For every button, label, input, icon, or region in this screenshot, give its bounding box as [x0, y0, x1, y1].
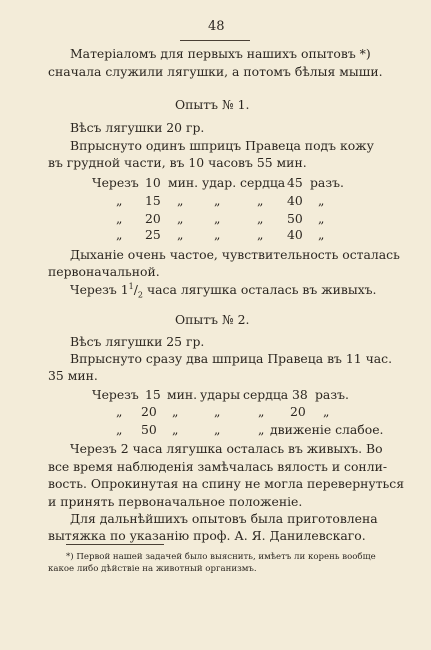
exp2-cell: мин.	[167, 387, 198, 402]
exp2-cell: „	[116, 404, 123, 419]
exp1-breathing-line-1: Дыханіе очень частое, чувствительность осталась	[70, 247, 400, 262]
exp1-injection-line-2: въ грудной части, въ 10 часовъ 55 мин.	[48, 155, 307, 170]
exp1-cell: „	[214, 211, 221, 226]
exp2-cell: „	[323, 404, 330, 419]
exp2-injection-line-2: 35 мин.	[48, 368, 98, 383]
exp1-cell: „	[257, 193, 264, 208]
exp2-title: Опытъ № 2.	[175, 312, 250, 327]
exp2-cell: „	[172, 404, 179, 419]
footnote-line-2: какое либо дѣйствіе на животный организмъ.	[48, 564, 257, 574]
exp1-cell: „	[177, 211, 184, 226]
exp1-title: Опытъ № 1.	[175, 97, 250, 112]
exp1-cell: 15	[145, 193, 161, 208]
exp1-cell: „	[116, 193, 123, 208]
fraction-numerator: 1	[128, 282, 134, 291]
exp2-cell: „	[258, 422, 265, 437]
exp2-cell: „	[258, 404, 265, 419]
exp1-cell: „	[116, 211, 123, 226]
exp1-cell: „	[177, 227, 184, 242]
exp1-cell: удар.	[202, 175, 237, 190]
exp1-survival-fraction: $^1/_2$	[128, 282, 144, 300]
exp1-breathing-line-2: первоначальной.	[48, 264, 160, 279]
exp1-cell: „	[214, 227, 221, 242]
exp1-cell: 40	[287, 227, 303, 242]
exp1-cell: „	[318, 227, 325, 242]
exp1-cell: „	[318, 211, 325, 226]
exp1-cell: Черезъ	[92, 175, 139, 190]
exp2-paragraph-line-4: и принять первоначальное положеніе.	[48, 494, 303, 509]
exp2-cell: разъ.	[315, 387, 349, 402]
exp2-cell: 50	[141, 422, 157, 437]
exp2-injection-line-1: Впрыснуто сразу два шприца Правеца въ 11 час.	[70, 351, 393, 366]
exp1-cell: „	[116, 227, 123, 242]
exp1-cell: 20	[145, 211, 161, 226]
exp2-cell: „	[214, 422, 221, 437]
exp2-weight: Вѣсъ лягушки 25 гр.	[70, 334, 205, 349]
page-number: 48	[208, 19, 225, 34]
exp1-cell: „	[177, 193, 184, 208]
exp2-cell: „	[172, 422, 179, 437]
exp2-cell: „	[214, 404, 221, 419]
exp1-cell: 10	[145, 175, 161, 190]
exp2-cell: удары	[200, 387, 241, 402]
exp2-paragraph-line-1: Черезъ 2 часа лягушка осталась въ живыхъ. Во	[70, 441, 383, 456]
exp1-cell: 25	[145, 227, 161, 242]
exp2-cell: Черезъ	[92, 387, 139, 402]
exp2-paragraph-line-6: вытяжка по указанію проф. А. Я. Данилевскаго.	[48, 528, 366, 543]
header-rule	[180, 40, 250, 41]
exp1-cell: „	[257, 211, 264, 226]
exp2-cell: 15	[145, 387, 161, 402]
exp1-cell: 40	[287, 193, 303, 208]
exp1-cell: „	[257, 227, 264, 242]
exp2-paragraph-line-2: все время наблюденія замѣчалась вялость и сонли-	[48, 459, 388, 474]
exp1-cell: 50	[287, 211, 303, 226]
fraction-denominator: 2	[137, 290, 144, 300]
exp1-survival-suffix: часа лягушка осталась въ живыхъ.	[146, 282, 377, 298]
exp1-injection-line-1: Впрыснуто одинъ шприцъ Правеца подъ кожу	[70, 138, 374, 153]
footnote-line-1: *) Первой нашей задачей было выяснить, имѣетъ ли корень вообще	[66, 552, 376, 562]
exp1-cell: сердца	[240, 175, 286, 190]
exp1-cell: разъ.	[310, 175, 344, 190]
intro-line-2: сначала служили лягушки, а потомъ бѣлыя мыши.	[48, 64, 383, 79]
exp2-paragraph-line-5: Для дальнѣйшихъ опытовъ была приготовлена	[70, 511, 378, 526]
exp1-cell: „	[318, 193, 325, 208]
exp2-cell: движеніе слабое.	[270, 422, 384, 437]
exp1-survival-prefix: Черезъ 1	[70, 282, 129, 298]
exp1-weight: Вѣсъ лягушки 20 гр.	[70, 120, 205, 135]
exp1-cell: 45	[287, 175, 303, 190]
exp2-paragraph-line-3: вость. Опрокинутая на спину не могла перевернуться	[48, 476, 405, 491]
footnote-rule	[66, 544, 164, 545]
exp2-cell: „	[116, 422, 123, 437]
exp2-cell: 20	[141, 404, 157, 419]
exp1-cell: „	[214, 193, 221, 208]
exp1-survival-line	[70, 283, 377, 300]
intro-line-1: Матеріаломъ для первыхъ нашихъ опытовъ *)	[70, 46, 371, 61]
exp2-cell: сердца	[243, 387, 289, 402]
exp1-cell: мин.	[168, 175, 199, 190]
exp2-cell: 20	[290, 404, 306, 419]
exp2-cell: 38	[292, 387, 308, 402]
